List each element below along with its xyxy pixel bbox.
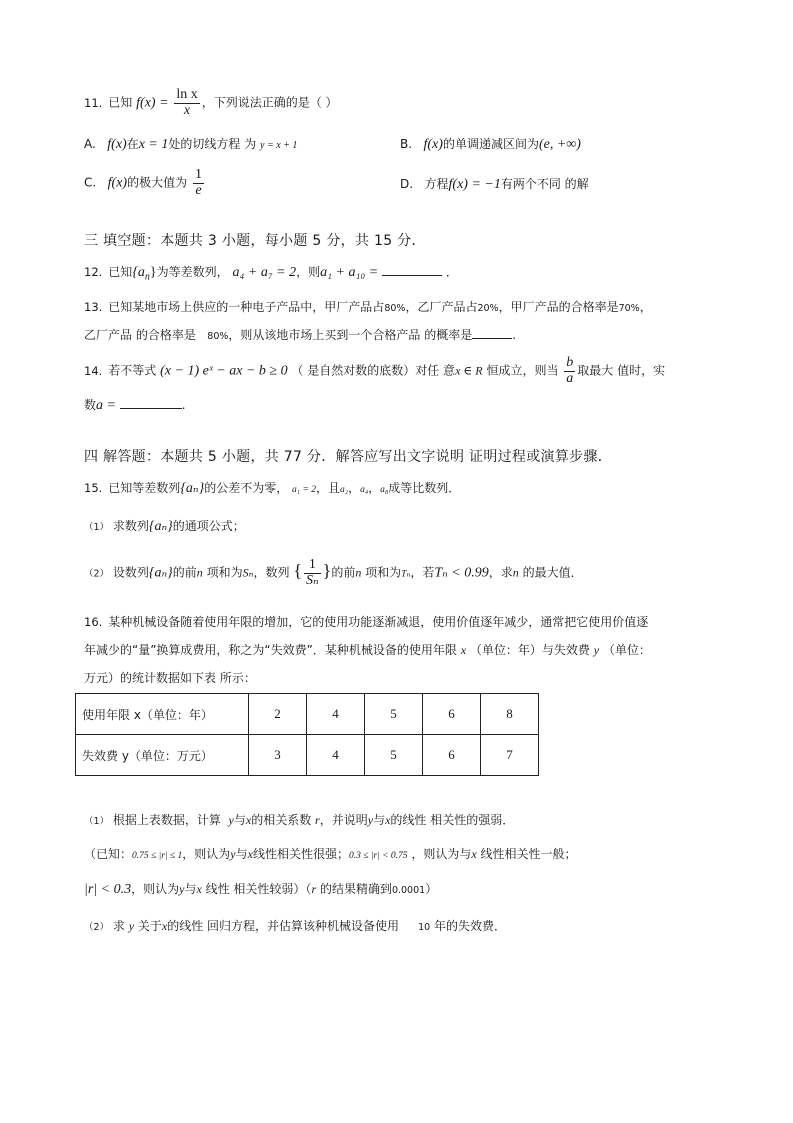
math: y = x + 1 bbox=[260, 140, 298, 151]
table-row bbox=[76, 694, 539, 735]
math: Tₙ bbox=[401, 569, 411, 580]
option-a bbox=[84, 135, 297, 153]
text: ，下列说法正确的是（ ） bbox=[201, 95, 338, 110]
fraction bbox=[193, 168, 204, 198]
question-12 bbox=[84, 263, 458, 282]
math: (e, +∞) bbox=[538, 137, 581, 152]
table-cell: 2 bbox=[249, 694, 307, 735]
text: ，则 bbox=[296, 265, 321, 279]
text: 乙厂产品 的合格率是 bbox=[84, 328, 196, 342]
question-16-part-2 bbox=[84, 917, 506, 934]
text: （单位：年）与失效费 bbox=[469, 643, 590, 657]
math: r bbox=[311, 882, 317, 896]
math: x bbox=[245, 813, 252, 827]
section-3-title: 三 填空题：本题共 3 小题，每小题 5 分，共 15 分． bbox=[84, 233, 426, 249]
math: 0.3 ≤ |r| < 0.75 bbox=[348, 851, 408, 861]
question-14-line2 bbox=[84, 396, 186, 414]
math: x bbox=[460, 643, 467, 657]
math: x bbox=[247, 847, 253, 861]
option-label: B. bbox=[400, 137, 413, 151]
denominator: x bbox=[183, 102, 191, 118]
question-number: 15. bbox=[84, 481, 103, 495]
text: ，则认为 bbox=[182, 847, 231, 861]
text: 取最大 值时，实 bbox=[577, 363, 666, 378]
math: |r| < 0.3 bbox=[84, 882, 132, 897]
text: 的相关系数 bbox=[251, 813, 312, 827]
number: 80% bbox=[207, 331, 229, 342]
text: ） bbox=[425, 882, 438, 896]
math: y bbox=[367, 813, 374, 827]
text: 成等比数列． bbox=[388, 481, 461, 495]
option-d bbox=[400, 175, 589, 193]
numerator: b bbox=[566, 355, 574, 370]
text: 的线性 回归方程，并估算该种机械设备使用 bbox=[167, 919, 400, 933]
math: x = 1 bbox=[138, 137, 169, 152]
text: 年的失效费． bbox=[434, 919, 507, 933]
math: Tₙ < 0.99 bbox=[434, 565, 489, 581]
math: a₁ + a₁₀ = bbox=[320, 265, 379, 280]
text: 年减少的“量”换算成费用，称之为“失效费”．某种机械设备的使用年限 bbox=[84, 643, 457, 657]
option-label: C. bbox=[84, 175, 97, 190]
math: y bbox=[179, 882, 185, 896]
number: 20% bbox=[477, 303, 499, 314]
math: n bbox=[144, 271, 150, 283]
table-cell: 6 bbox=[423, 694, 481, 735]
math: f(x) bbox=[107, 175, 128, 191]
text: 某种机械设备随着使用年限的增加，它的使用功能逐渐减退，使用价值逐年减少，通常把它使用价值逐 bbox=[108, 615, 649, 629]
question-11-stem bbox=[84, 88, 338, 118]
part-number: （2） bbox=[84, 568, 110, 580]
text: 的最大值． bbox=[522, 565, 583, 580]
text: 关于 bbox=[137, 919, 162, 933]
table-cell: 3 bbox=[249, 735, 307, 776]
math: f(x) = −1 bbox=[448, 177, 501, 192]
math: {aₙ} bbox=[180, 481, 205, 496]
math: y bbox=[593, 643, 600, 657]
denominator: a bbox=[566, 370, 574, 386]
text: 线性相关性很强； bbox=[252, 847, 349, 861]
text: 恒成立，则当 bbox=[486, 363, 559, 378]
text: ． bbox=[445, 265, 458, 279]
question-number: 14. bbox=[84, 363, 103, 378]
question-14-line1 bbox=[84, 356, 665, 386]
math: Sₙ bbox=[242, 565, 254, 580]
math: y bbox=[230, 847, 236, 861]
text: 与 bbox=[233, 813, 246, 827]
text: 项和为 bbox=[206, 565, 243, 580]
math: f(x) bbox=[423, 137, 443, 152]
text: ，则认为 bbox=[131, 882, 180, 896]
statistics-table bbox=[75, 693, 539, 776]
text: 的前 bbox=[172, 565, 197, 580]
text: 的线性 相关性的强弱． bbox=[390, 813, 515, 827]
question-16-line3: 万元）的统计数据如下表 所示： bbox=[84, 671, 256, 685]
math: n bbox=[512, 565, 519, 580]
question-number: 12. bbox=[84, 265, 103, 279]
math: a₄ + a₇ = 2 bbox=[232, 265, 297, 280]
text: ， bbox=[639, 300, 652, 314]
text: 的前 bbox=[331, 565, 356, 580]
math: x bbox=[471, 847, 477, 861]
math: x bbox=[196, 882, 202, 896]
math: a₄ bbox=[360, 485, 369, 495]
text: （已知： bbox=[84, 847, 133, 861]
text: 的结果精确到 bbox=[319, 882, 392, 896]
fraction bbox=[564, 356, 575, 386]
numerator: ln x bbox=[176, 87, 198, 102]
math: n bbox=[196, 565, 203, 580]
function-expr: f(x) = bbox=[136, 95, 169, 111]
math: {aₙ} bbox=[148, 565, 173, 581]
answer-blank[interactable] bbox=[472, 328, 512, 339]
text: 线性 相关性较弱）（ bbox=[205, 882, 312, 896]
table-cell: 7 bbox=[481, 735, 539, 776]
text: 项和为 bbox=[365, 565, 402, 580]
text: ，若 bbox=[410, 565, 435, 580]
text: ，甲厂产品的合格率是 bbox=[498, 300, 619, 314]
number: 80% bbox=[384, 303, 406, 314]
math: a₂ bbox=[340, 485, 349, 495]
option-c bbox=[84, 168, 206, 198]
part-number: （1） bbox=[84, 816, 110, 827]
text: 在 bbox=[126, 137, 139, 151]
text: 设数列 bbox=[112, 565, 149, 580]
option-label: D. bbox=[400, 177, 414, 191]
text: 数 bbox=[84, 398, 97, 412]
numerator: 1 bbox=[304, 558, 321, 574]
part-number: （2） bbox=[84, 922, 110, 933]
number: 10 bbox=[418, 922, 431, 933]
text: 求 bbox=[112, 919, 125, 933]
text: 已知 bbox=[108, 95, 133, 110]
part-number: （1） bbox=[84, 522, 110, 533]
text: . bbox=[181, 398, 186, 412]
math: a₁ = 2 bbox=[292, 485, 316, 495]
math: a = bbox=[96, 398, 116, 413]
text: ，求 bbox=[488, 565, 513, 580]
left-brace: { bbox=[293, 560, 302, 581]
answer-blank[interactable] bbox=[382, 265, 442, 276]
table-cell: 4 bbox=[307, 694, 365, 735]
text: ，且 bbox=[316, 481, 341, 495]
text: 已知 bbox=[108, 265, 133, 279]
text: 已知某地市场上供应的一种电子产品中，甲厂产品占 bbox=[108, 300, 385, 314]
answer-blank[interactable] bbox=[120, 398, 182, 409]
math: } bbox=[149, 265, 157, 280]
text: 与 bbox=[235, 847, 248, 861]
math: {aₙ} bbox=[148, 519, 173, 534]
text: ， bbox=[348, 481, 361, 495]
text: 已知等差数列 bbox=[108, 481, 181, 495]
row-header: 使用年限 x（单位：年） bbox=[76, 694, 249, 735]
text: 线性相关性一般； bbox=[480, 847, 577, 861]
text: 若不等式 bbox=[108, 363, 157, 378]
table-cell: 5 bbox=[365, 735, 423, 776]
question-15-part-2 bbox=[84, 558, 583, 588]
table-cell: 8 bbox=[481, 694, 539, 735]
math: (x − 1) eˣ − ax − b ≥ 0 bbox=[160, 363, 288, 379]
question-16-line1 bbox=[84, 613, 648, 630]
table-cell: 6 bbox=[423, 735, 481, 776]
text: ，乙厂产品占 bbox=[405, 300, 478, 314]
question-16-line2 bbox=[84, 641, 651, 658]
denominator: Sₙ bbox=[305, 572, 319, 588]
table-cell: 4 bbox=[307, 735, 365, 776]
row-header: 失效费 y（单位：万元） bbox=[76, 735, 249, 776]
math: r bbox=[315, 813, 320, 827]
text: 的极大值为 bbox=[127, 175, 188, 190]
question-16-note-1 bbox=[84, 845, 577, 862]
math: x bbox=[385, 813, 391, 827]
question-15-stem bbox=[84, 479, 460, 497]
denominator: e bbox=[195, 182, 202, 198]
text: 方程 bbox=[424, 177, 449, 191]
number: 0.0001 bbox=[391, 885, 426, 896]
text: . bbox=[512, 328, 517, 342]
math: a₈ bbox=[380, 485, 389, 495]
number: 70% bbox=[618, 303, 640, 314]
section-4-title: 四 解答题：本题共 5 小题，共 77 分．解答应写出文字说明 证明过程或演算步骤． bbox=[84, 449, 613, 465]
text: ，并说明 bbox=[319, 813, 368, 827]
text: ，数列 bbox=[253, 565, 290, 580]
math: y bbox=[228, 813, 234, 827]
fraction bbox=[304, 558, 321, 588]
table-cell: 5 bbox=[365, 694, 423, 735]
question-13-line2 bbox=[84, 326, 516, 343]
text: 为等差数列， bbox=[156, 265, 229, 279]
fraction bbox=[174, 88, 199, 118]
question-13-line1 bbox=[84, 298, 652, 315]
math: {a bbox=[132, 265, 145, 280]
math: y bbox=[128, 919, 135, 933]
text: 的公差不为零， bbox=[204, 481, 289, 495]
math: x bbox=[161, 919, 168, 933]
numerator: 1 bbox=[194, 167, 202, 182]
math: 0.75 ≤ |r| ≤ 1 bbox=[132, 851, 183, 861]
question-16-note-2 bbox=[84, 880, 437, 898]
text: 求数列 bbox=[112, 519, 149, 533]
question-15-part-1 bbox=[84, 517, 245, 535]
table-row bbox=[76, 735, 539, 776]
option-label: A. bbox=[84, 137, 96, 151]
text: 有两个不同 的解 bbox=[500, 177, 589, 191]
right-brace: } bbox=[322, 560, 332, 581]
math: x ∈ R bbox=[455, 363, 483, 378]
question-number: 11. bbox=[84, 95, 103, 110]
question-number: 16. bbox=[84, 615, 103, 629]
text: 处的切线方程 为 bbox=[168, 137, 257, 151]
text: （单位： bbox=[602, 643, 651, 657]
math: n bbox=[355, 565, 362, 580]
text: 与 bbox=[184, 882, 197, 896]
question-16-part-1 bbox=[84, 811, 514, 828]
text: ，则从该地市场上买到一个合格产品 的概率是 bbox=[228, 328, 473, 342]
text: 的单调递减区间为 bbox=[442, 137, 539, 151]
text: 与 bbox=[373, 813, 386, 827]
text: 的通项公式； bbox=[172, 519, 245, 533]
question-number: 13. bbox=[84, 300, 103, 314]
option-b bbox=[400, 135, 581, 153]
text: ， bbox=[368, 481, 381, 495]
math: f(x) bbox=[107, 137, 127, 152]
text: ，则认为与 bbox=[411, 847, 472, 861]
text: 根据上表数据，计算 bbox=[112, 813, 221, 827]
text: （ 是自然对数的底数）对任 意 bbox=[291, 363, 456, 378]
